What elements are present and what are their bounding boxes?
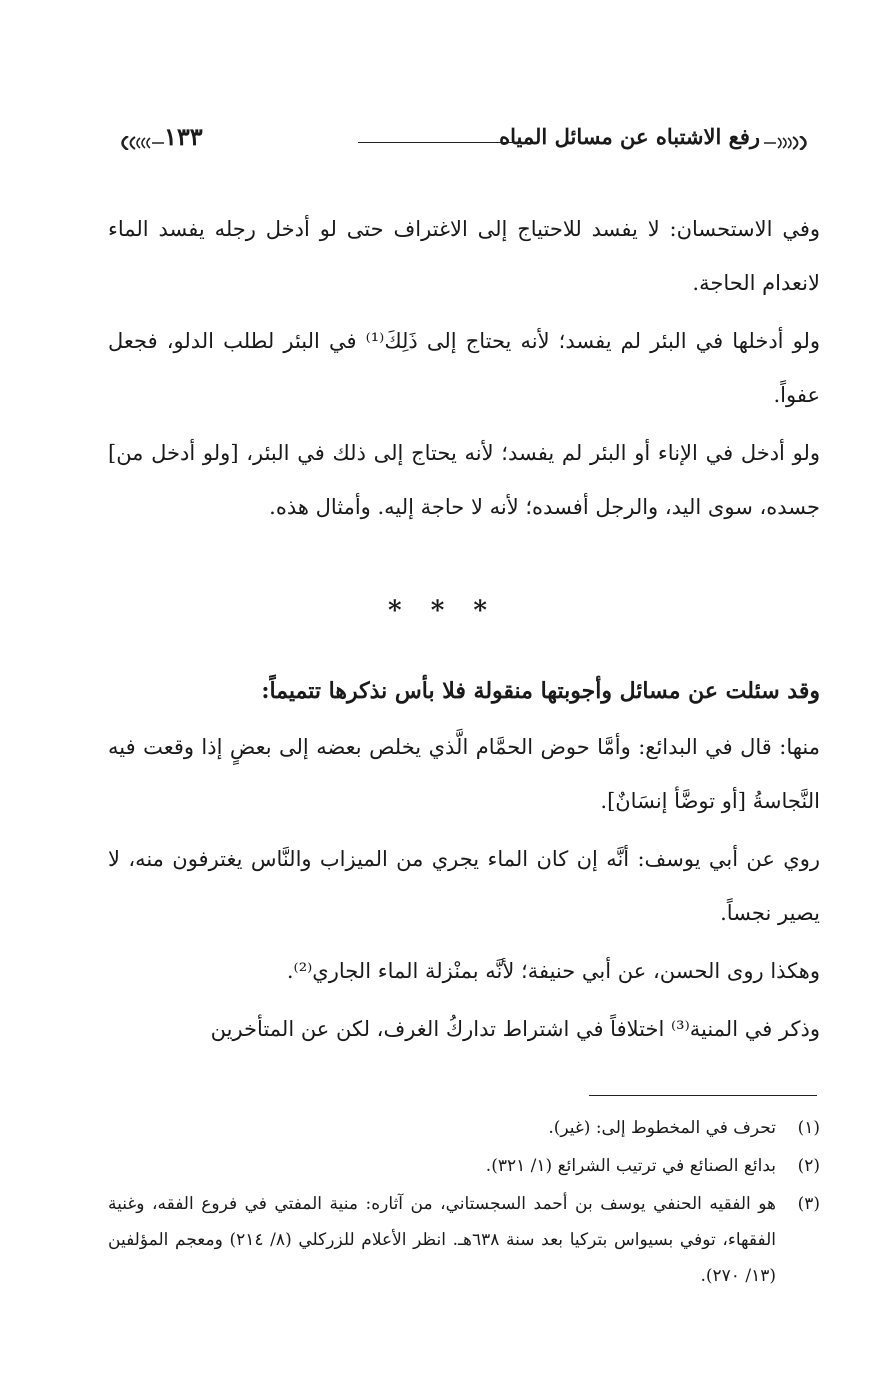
header-ornament-left-icon	[108, 136, 166, 150]
header-ornament-right-icon	[762, 136, 820, 150]
body-text-top	[108, 202, 820, 538]
footnote	[108, 1110, 820, 1146]
footnote	[108, 1148, 820, 1184]
paragraph: ولو أدخل في الإناء أو البئر لم يفسد؛ لأنه يحتاج إلى ذلك في البئر، [ولو أدخل من] جسده، سوى اليد، والرجل أفسده؛ لأنه لا حاجة إليه. وأمثال هذه.	[108, 441, 820, 519]
paragraph: ولو أدخلها في البئر لم يفسد؛ لأنه يحتاج إلى ذَلِكَ⁽¹⁾ في البئر لطلب الدلو، فجعل عفواً.	[108, 329, 820, 407]
section-separator: * * *	[388, 596, 497, 626]
paragraph: وفي الاستحسان: لا يفسد للاحتياج إلى الاغتراف حتى لو أدخل رجله يفسد الماء لانعدام الحاجة.	[108, 217, 820, 295]
footnote-number: (١)	[797, 1118, 820, 1138]
footnote	[108, 1186, 820, 1294]
footnote-number: (٣)	[797, 1194, 820, 1214]
footnote-rule	[589, 1095, 817, 1096]
paragraph: وذكر في المنية⁽³⁾ اختلافاً في اشتراط تداركُ الغرف، لكن عن المتأخرين	[210, 1017, 820, 1041]
section-heading: وقد سئلت عن مسائل وأجوبتها منقولة فلا بأس نذكرها تتميماً:	[261, 678, 820, 704]
header-title: رفع الاشتباه عن مسائل المياه	[499, 124, 760, 149]
footnote-text: بدائع الصنائع في ترتيب الشرائع (١/ ٣٢١).	[485, 1156, 776, 1176]
footnote-text: هو الفقيه الحنفي يوسف بن أحمد السجستاني، من آثاره: منية المفتي في فروع الفقه، وغنية الفقهاء، توفي بسيواس بتركيا بعد سنة ٦٣٨هـ. انظر الأعلام للزركلي (٨/ ٢١٤) ومعجم المؤلفين (١٣/ ٢٧٠).	[108, 1194, 776, 1286]
page-number: ١٣٣	[164, 122, 203, 151]
paragraph: روي عن أبي يوسف: أنَّه إن كان الماء يجري من الميزاب والنَّاس يغترفون منه، لا يصير نجساً.	[108, 847, 820, 925]
footnote-number: (٢)	[797, 1156, 820, 1176]
paragraph: وهكذا روى الحسن، عن أبي حنيفة؛ لأنَّه بمنْزلة الماء الجاري⁽²⁾.	[286, 959, 820, 983]
footnote-text: تحرف في المخطوط إلى: (غير).	[548, 1118, 776, 1138]
paragraph: منها: قال في البدائع: وأمَّا حوض الحمَّام الَّذي يخلص بعضه إلى بعضٍ إذا وقعت فيه النَّجاسةُ [أو توضَّأ إنسَانٌ].	[108, 735, 820, 813]
footnotes	[108, 1110, 820, 1296]
body-text-bottom	[108, 664, 820, 1060]
running-header	[108, 118, 820, 158]
header-rule	[358, 142, 528, 143]
